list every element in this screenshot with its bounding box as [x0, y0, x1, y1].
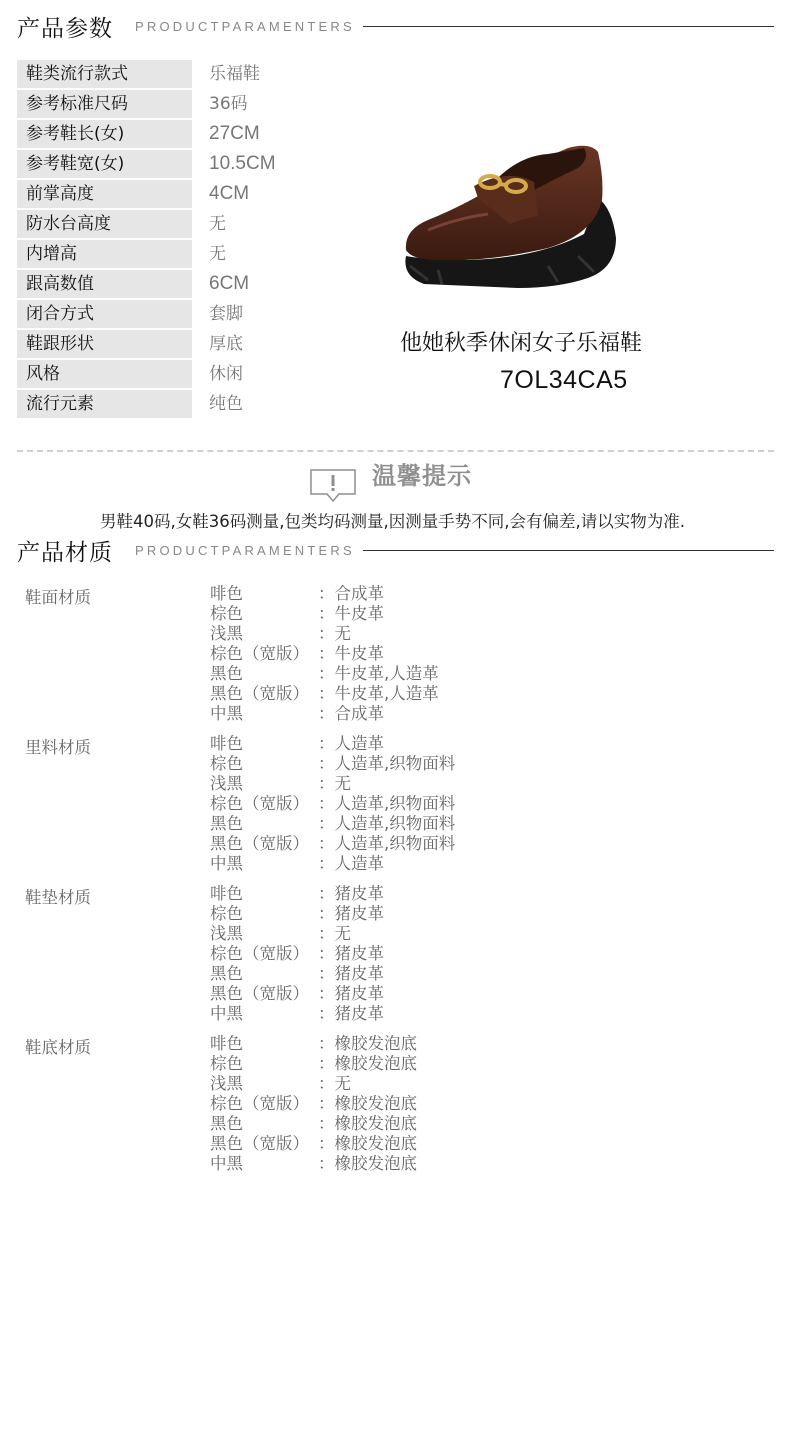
material-row	[0, 984, 790, 1004]
material-value: ：橡胶发泡底	[318, 1154, 417, 1173]
material-value: ：猪皮革	[318, 884, 384, 903]
material-row	[0, 704, 790, 724]
material-value: ：人造革,织物面料	[318, 814, 456, 833]
param-label: 闭合方式	[17, 300, 192, 328]
param-value: 厚底	[209, 334, 243, 354]
material-value: ：合成革	[318, 584, 384, 603]
param-label: 前掌高度	[17, 180, 192, 208]
material-value: ：合成革	[318, 704, 384, 723]
section-subtitle: PRODUCTPARAMENTERS	[135, 542, 355, 558]
material-color: 中黑	[210, 1154, 243, 1173]
material-value: ：猪皮革	[318, 904, 384, 923]
material-row	[0, 1054, 790, 1074]
param-label: 流行元素	[17, 390, 192, 418]
material-color: 棕色（宽版）	[210, 794, 309, 813]
material-value: ：人造革,织物面料	[318, 754, 456, 773]
param-row	[17, 299, 387, 329]
material-row	[0, 1004, 790, 1024]
material-value: ：无	[318, 1074, 351, 1093]
param-label: 参考鞋长(女)	[17, 120, 192, 148]
param-label: 鞋跟形状	[17, 330, 192, 358]
product-image	[398, 138, 623, 293]
material-color: 浅黑	[210, 924, 243, 943]
tip-title: 温馨提示	[372, 462, 472, 490]
material-row	[0, 584, 790, 604]
param-row	[17, 269, 387, 299]
param-value: 27CM	[209, 123, 260, 144]
param-label: 跟高数值	[17, 270, 192, 298]
material-label: 里料材质	[25, 738, 91, 757]
param-label: 鞋类流行款式	[17, 60, 192, 88]
material-value: ：牛皮革,人造革	[318, 684, 439, 703]
param-row	[17, 149, 387, 179]
material-row	[0, 684, 790, 704]
param-row	[17, 389, 387, 419]
param-value: 10.5CM	[209, 153, 276, 174]
dashed-divider	[17, 450, 774, 452]
material-row	[0, 904, 790, 924]
material-color: 黑色	[210, 814, 243, 833]
material-color: 黑色	[210, 1114, 243, 1133]
param-row	[17, 179, 387, 209]
param-label: 风格	[17, 360, 192, 388]
material-value: ：橡胶发泡底	[318, 1054, 417, 1073]
section-title: 产品材质	[17, 539, 113, 566]
param-row	[17, 329, 387, 359]
material-row	[0, 644, 790, 664]
material-color: 棕色（宽版）	[210, 644, 309, 663]
material-row	[0, 734, 790, 754]
material-color: 中黑	[210, 1004, 243, 1023]
material-row	[0, 1134, 790, 1154]
param-row	[17, 59, 387, 89]
section-subtitle: PRODUCTPARAMENTERS	[135, 18, 355, 34]
tip-text: 男鞋40码,女鞋36码测量,包类均码测量,因测量手势不同,会有偏差,请以实物为准.	[100, 512, 685, 531]
param-value: 纯色	[209, 394, 243, 414]
material-row	[0, 854, 790, 874]
param-row	[17, 239, 387, 269]
param-label: 防水台高度	[17, 210, 192, 238]
material-row	[0, 884, 790, 904]
material-color: 黑色（宽版）	[210, 684, 309, 703]
material-color: 中黑	[210, 704, 243, 723]
material-value: ：牛皮革,人造革	[318, 664, 439, 683]
material-color: 棕色（宽版）	[210, 944, 309, 963]
material-value: ：牛皮革	[318, 644, 384, 663]
param-row	[17, 359, 387, 389]
material-row	[0, 1034, 790, 1054]
section-divider	[363, 550, 774, 551]
material-row	[0, 604, 790, 624]
material-color: 浅黑	[210, 624, 243, 643]
material-color: 棕色	[210, 604, 243, 623]
param-value: 36码	[209, 94, 248, 114]
material-color: 棕色	[210, 754, 243, 773]
material-row	[0, 834, 790, 854]
param-value: 6CM	[209, 273, 250, 294]
material-row	[0, 1074, 790, 1094]
params-table	[17, 59, 387, 419]
section-title: 产品参数	[17, 15, 113, 42]
material-color: 黑色	[210, 964, 243, 983]
section-header-params	[17, 9, 774, 43]
material-row	[0, 964, 790, 984]
material-color: 黑色（宽版）	[210, 1134, 309, 1153]
product-name: 他她秋季休闲女子乐福鞋	[400, 331, 643, 356]
material-row	[0, 944, 790, 964]
material-color: 棕色	[210, 904, 243, 923]
material-color: 棕色（宽版）	[210, 1094, 309, 1113]
material-value: ：无	[318, 774, 351, 793]
param-value: 休闲	[209, 364, 243, 384]
material-value: ：猪皮革	[318, 984, 384, 1003]
material-value: ：橡胶发泡底	[318, 1114, 417, 1133]
material-row	[0, 794, 790, 814]
material-color: 啡色	[210, 1034, 243, 1053]
material-color: 啡色	[210, 584, 243, 603]
exclamation-speech-bubble-icon	[309, 468, 357, 504]
material-row	[0, 774, 790, 794]
material-row	[0, 924, 790, 944]
section-header-materials	[17, 533, 774, 567]
material-color: 黑色	[210, 664, 243, 683]
param-value: 4CM	[209, 183, 250, 204]
material-color: 棕色	[210, 1054, 243, 1073]
param-row	[17, 209, 387, 239]
material-row	[0, 664, 790, 684]
material-row	[0, 1114, 790, 1134]
material-row	[0, 814, 790, 834]
material-value: ：无	[318, 924, 351, 943]
material-value: ：无	[318, 624, 351, 643]
material-value: ：猪皮革	[318, 1004, 384, 1023]
material-label: 鞋底材质	[25, 1038, 91, 1057]
material-value: ：人造革	[318, 734, 384, 753]
section-divider	[363, 26, 774, 27]
material-value: ：橡胶发泡底	[318, 1134, 417, 1153]
material-color: 中黑	[210, 854, 243, 873]
param-value: 套脚	[209, 304, 243, 324]
material-value: ：猪皮革	[318, 944, 384, 963]
material-color: 啡色	[210, 734, 243, 753]
material-color: 黑色（宽版）	[210, 984, 309, 1003]
material-label: 鞋垫材质	[25, 888, 91, 907]
param-row	[17, 89, 387, 119]
product-code: 7OL34CA5	[500, 366, 628, 394]
material-label: 鞋面材质	[25, 588, 91, 607]
material-value: ：橡胶发泡底	[318, 1034, 417, 1053]
material-value: ：人造革,织物面料	[318, 794, 456, 813]
material-value: ：牛皮革	[318, 604, 384, 623]
param-label: 内增高	[17, 240, 192, 268]
material-value: ：橡胶发泡底	[318, 1094, 417, 1113]
param-value: 乐福鞋	[209, 64, 260, 84]
material-row	[0, 1094, 790, 1114]
material-value: ：人造革,织物面料	[318, 834, 456, 853]
param-label: 参考标准尺码	[17, 90, 192, 118]
material-value: ：人造革	[318, 854, 384, 873]
material-color: 浅黑	[210, 774, 243, 793]
param-value: 无	[209, 244, 226, 264]
material-row	[0, 754, 790, 774]
material-color: 黑色（宽版）	[210, 834, 309, 853]
param-row	[17, 119, 387, 149]
material-color: 啡色	[210, 884, 243, 903]
param-value: 无	[209, 214, 226, 234]
param-label: 参考鞋宽(女)	[17, 150, 192, 178]
material-color: 浅黑	[210, 1074, 243, 1093]
material-row	[0, 624, 790, 644]
material-value: ：猪皮革	[318, 964, 384, 983]
material-row	[0, 1154, 790, 1174]
